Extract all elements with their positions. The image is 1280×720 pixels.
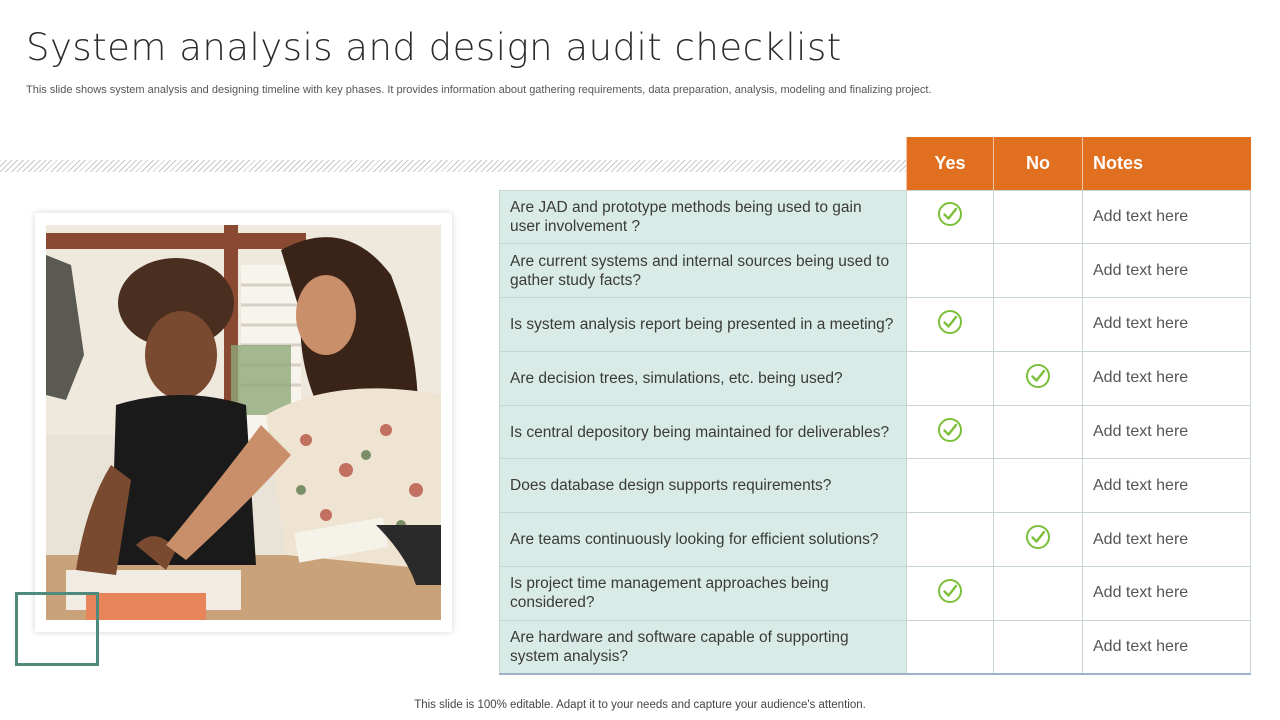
notes-cell[interactable]: Add text here: [1083, 513, 1251, 567]
no-cell: [994, 351, 1083, 405]
yes-cell: [907, 513, 994, 567]
no-cell: [994, 567, 1083, 621]
table-row: [500, 405, 1251, 459]
notes-cell[interactable]: Add text here: [1083, 459, 1251, 513]
yes-cell: [907, 567, 994, 621]
page-title: System analysis and design audit checklist: [26, 26, 842, 69]
check-circle-icon: [1025, 524, 1051, 550]
notes-cell[interactable]: Add text here: [1083, 298, 1251, 352]
header-yes: Yes: [907, 137, 994, 190]
question-cell: Is system analysis report being presented in a meeting?: [500, 298, 907, 352]
accent-square-outline: [15, 592, 99, 666]
audit-checklist-table: [499, 137, 1251, 675]
notes-cell[interactable]: Add text here: [1083, 351, 1251, 405]
notes-cell[interactable]: Add text here: [1083, 567, 1251, 621]
no-cell: [994, 620, 1083, 674]
yes-cell: [907, 351, 994, 405]
notes-cell[interactable]: Add text here: [1083, 405, 1251, 459]
yes-cell: [907, 190, 994, 244]
question-cell: Are JAD and prototype methods being used to gain user involvement ?: [500, 190, 907, 244]
no-cell: [994, 459, 1083, 513]
footer-note: This slide is 100% editable. Adapt it to your needs and capture your audience's attention.: [414, 699, 866, 711]
check-circle-icon: [937, 309, 963, 335]
question-cell: Are hardware and software capable of supporting system analysis?: [500, 620, 907, 674]
table-row: [500, 298, 1251, 352]
header-blank-cell: [500, 137, 907, 190]
table-row: [500, 459, 1251, 513]
check-circle-icon: [937, 201, 963, 227]
notes-cell[interactable]: Add text here: [1083, 244, 1251, 298]
table-row: [500, 351, 1251, 405]
check-circle-icon: [937, 578, 963, 604]
question-cell: Are decision trees, simulations, etc. being used?: [500, 351, 907, 405]
table-row: [500, 567, 1251, 621]
question-cell: Is project time management approaches being considered?: [500, 567, 907, 621]
header-notes: Notes: [1083, 137, 1251, 190]
notes-cell[interactable]: Add text here: [1083, 190, 1251, 244]
no-cell: [994, 244, 1083, 298]
yes-cell: [907, 244, 994, 298]
check-circle-icon: [937, 417, 963, 443]
no-cell: [994, 298, 1083, 352]
table-header-row: [500, 137, 1251, 190]
no-cell: [994, 190, 1083, 244]
check-circle-icon: [1025, 363, 1051, 389]
question-cell: Are teams continuously looking for efficient solutions?: [500, 513, 907, 567]
question-cell: Is central depository being maintained for deliverables?: [500, 405, 907, 459]
question-cell: Does database design supports requirements?: [500, 459, 907, 513]
no-cell: [994, 405, 1083, 459]
page-subtitle: This slide shows system analysis and designing timeline with key phases. It provides information about gathering requirements, data preparation, analysis, modeling and finalizing project.: [26, 84, 932, 96]
yes-cell: [907, 298, 994, 352]
notes-cell[interactable]: Add text here: [1083, 620, 1251, 674]
table-row: [500, 244, 1251, 298]
photo-two-women-writing: [46, 225, 441, 620]
question-cell: Are current systems and internal sources being used to gather study facts?: [500, 244, 907, 298]
table-row: [500, 190, 1251, 244]
yes-cell: [907, 620, 994, 674]
table-row: [500, 620, 1251, 674]
header-no: No: [994, 137, 1083, 190]
yes-cell: [907, 459, 994, 513]
yes-cell: [907, 405, 994, 459]
table-row: [500, 513, 1251, 567]
no-cell: [994, 513, 1083, 567]
